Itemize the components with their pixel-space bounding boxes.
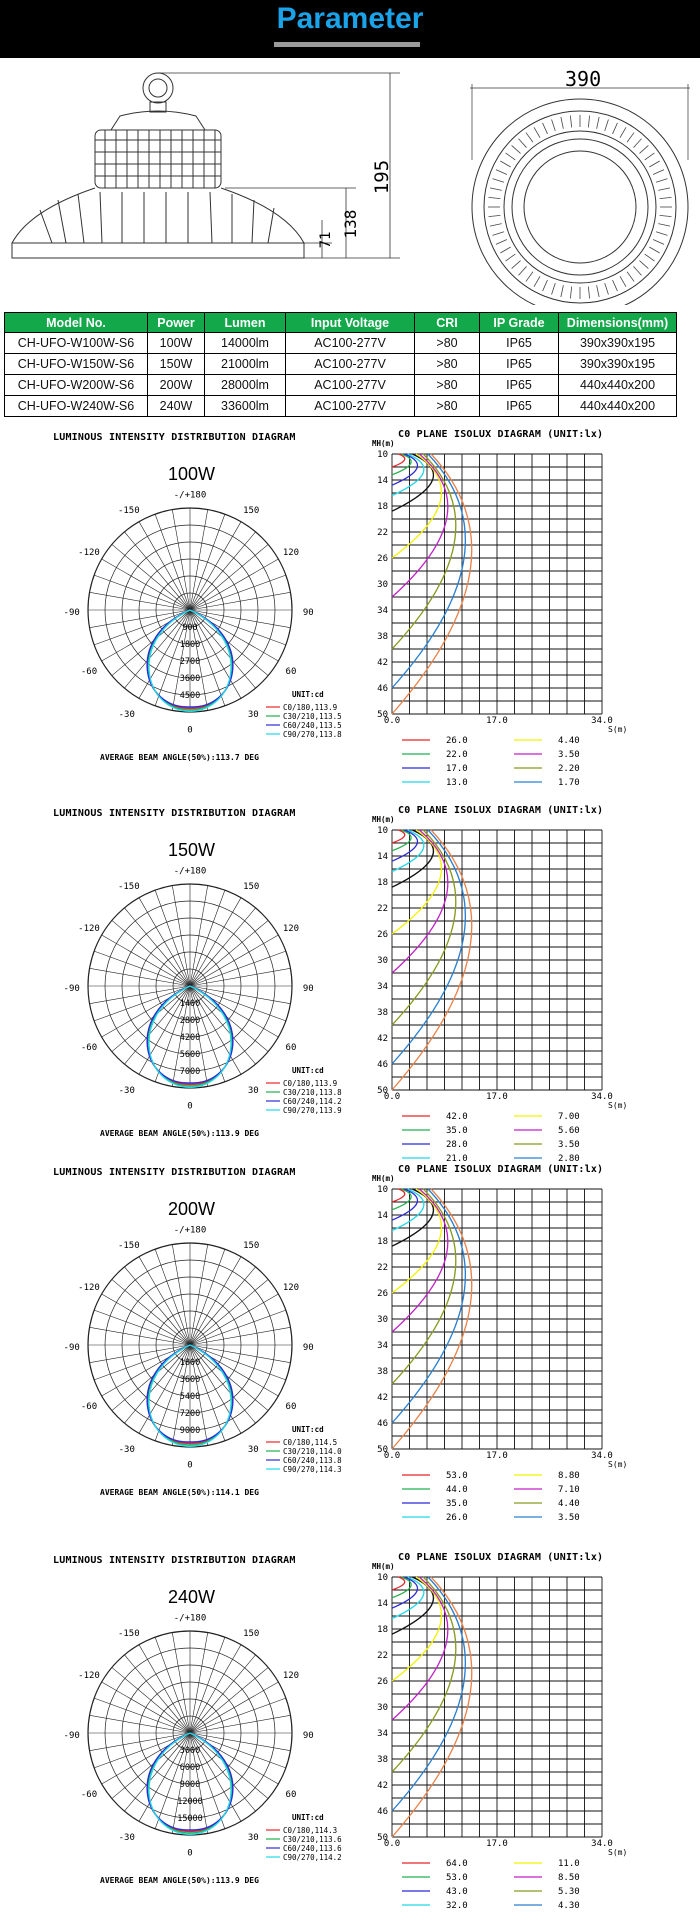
table-cell: >80 <box>415 333 480 354</box>
angle-label: 60 <box>285 1043 297 1054</box>
curve-legend-label: C30/210,113.5 <box>283 712 342 721</box>
y-tick-label: 22 <box>377 528 388 538</box>
angle-label: -120 <box>78 1282 100 1293</box>
radial-tick-label: 9000 <box>179 1426 201 1436</box>
table-cell: 240W <box>148 396 205 417</box>
angle-label: -120 <box>78 1670 100 1681</box>
y-axis-label: MH(m) <box>372 1562 395 1571</box>
y-tick-label: 18 <box>377 1237 388 1247</box>
y-tick-label: 50 <box>377 710 388 720</box>
table-cell: CH-UFO-W150W-S6 <box>5 354 148 375</box>
table-cell: 21000lm <box>205 354 286 375</box>
angle-label: -/+180 <box>173 1613 207 1624</box>
angle-label: -150 <box>117 506 140 517</box>
angle-label: -90 <box>63 984 80 995</box>
isolux-legend-label: 64.0 <box>446 1859 468 1869</box>
y-tick-label: 42 <box>377 1393 388 1403</box>
diagram-panel <box>0 429 700 792</box>
angle-label: 150 <box>243 1241 260 1252</box>
table-cell: AC100-277V <box>286 396 415 417</box>
radial-tick-label: 7000 <box>179 1067 201 1077</box>
isolux-contour <box>392 830 424 872</box>
radial-tick-label: 7200 <box>179 1409 201 1419</box>
table-cell: CH-UFO-W100W-S6 <box>5 333 148 354</box>
y-tick-label: 30 <box>377 956 388 966</box>
polar-chart <box>64 1226 343 1497</box>
radial-tick-label: 9000 <box>179 1780 201 1790</box>
y-tick-label: 26 <box>377 1289 388 1299</box>
x-tick-label: 17.0 <box>486 716 508 726</box>
curve-legend-label: C30/210,113.6 <box>283 1835 342 1844</box>
y-axis-label: MH(m) <box>372 439 395 448</box>
x-axis-label: S(m) <box>608 725 628 734</box>
x-tick-label: 17.0 <box>486 1839 508 1849</box>
angle-label: -60 <box>80 1043 98 1054</box>
table-cell: 100W <box>148 333 205 354</box>
x-tick-label: 34.0 <box>591 1451 613 1461</box>
table-cell: AC100-277V <box>286 354 415 375</box>
isolux-legend-label: 5.30 <box>558 1887 580 1897</box>
curve-legend-label: C60/240,114.2 <box>283 1097 342 1106</box>
isolux-legend-label: 35.0 <box>446 1126 468 1136</box>
angle-label: -/+180 <box>173 866 207 877</box>
isolux-contour <box>392 1189 411 1210</box>
power-label: 200W <box>168 1199 216 1219</box>
curve-legend-label: C30/210,114.0 <box>283 1447 342 1456</box>
isolux-legend-label: 43.0 <box>446 1887 468 1897</box>
diagram-graphics <box>0 432 700 792</box>
y-axis-label: MH(m) <box>372 815 395 824</box>
angle-label: 90 <box>302 1343 314 1354</box>
unit-label: UNIT:cd <box>292 690 324 699</box>
curve-legend-label: C30/210,113.8 <box>283 1088 342 1097</box>
x-tick-label: 17.0 <box>486 1092 508 1102</box>
y-tick-label: 46 <box>377 1807 388 1817</box>
curve-legend-label: C90/270,113.8 <box>283 730 342 739</box>
isolux-chart <box>372 1174 627 1527</box>
table-cell: IP65 <box>480 375 559 396</box>
polar-chart <box>64 491 343 762</box>
isolux-legend-label: 2.80 <box>558 1154 580 1164</box>
angle-label: -60 <box>80 1402 98 1413</box>
y-tick-label: 30 <box>377 580 388 590</box>
curve-legend-label: C90/270,114.2 <box>283 1853 342 1862</box>
isolux-contour <box>392 454 411 475</box>
page-title: Parameter <box>276 2 424 35</box>
isolux-contour <box>392 830 411 851</box>
curve-legend-label: C90/270,113.9 <box>283 1106 342 1115</box>
y-tick-label: 46 <box>377 684 388 694</box>
low-dimension: 71 <box>318 231 334 249</box>
angle-label: -30 <box>118 1833 135 1844</box>
radial-tick-label: 1400 <box>179 999 201 1009</box>
y-axis-label: MH(m) <box>372 1174 395 1183</box>
isolux-contour <box>392 1189 448 1332</box>
curve-legend-label: C0/180,113.9 <box>283 1079 338 1088</box>
isolux-legend-label: 11.0 <box>558 1859 580 1869</box>
diagram-graphics <box>0 808 700 1168</box>
angle-label: -30 <box>118 710 135 721</box>
isolux-contour <box>392 454 456 649</box>
x-tick-label: 0.0 <box>383 716 401 726</box>
y-tick-label: 14 <box>377 1211 388 1221</box>
angle-label: -/+180 <box>173 1225 207 1236</box>
y-tick-label: 10 <box>377 1185 388 1195</box>
x-axis-label: S(m) <box>608 1460 628 1469</box>
height-dimension: 195 <box>371 159 393 195</box>
polar-title: LUMINOUS INTENSITY DISTRIBUTION DIAGRAM <box>53 1167 296 1178</box>
angle-label: 90 <box>302 608 314 619</box>
curve-legend-label: C60/240,113.6 <box>283 1844 342 1853</box>
angle-label: 90 <box>302 984 314 995</box>
unit-label: UNIT:cd <box>292 1066 324 1075</box>
y-tick-label: 18 <box>377 878 388 888</box>
y-tick-label: 34 <box>377 1729 388 1739</box>
radial-tick-label: 2800 <box>179 1016 201 1026</box>
beam-angle: AVERAGE BEAM ANGLE(50%):113.9 DEG <box>100 1129 259 1138</box>
y-tick-label: 38 <box>377 1008 388 1018</box>
x-tick-label: 34.0 <box>591 1839 613 1849</box>
y-tick-label: 38 <box>377 1755 388 1765</box>
isolux-title: C0 PLANE ISOLUX DIAGRAM (UNIT:lx) <box>398 1552 604 1563</box>
isolux-legend-label: 8.80 <box>558 1471 580 1481</box>
table-cell: >80 <box>415 354 480 375</box>
curve-legend-label: C60/240,113.8 <box>283 1456 342 1465</box>
isolux-legend-label: 42.0 <box>446 1112 468 1122</box>
y-tick-label: 50 <box>377 1833 388 1843</box>
y-tick-label: 34 <box>377 982 388 992</box>
y-tick-label: 10 <box>377 450 388 460</box>
table-cell: 14000lm <box>205 333 286 354</box>
angle-label: -120 <box>78 923 100 934</box>
angle-label: 30 <box>247 1833 259 1844</box>
table-cell: AC100-277V <box>286 375 415 396</box>
table-cell: >80 <box>415 396 480 417</box>
mid-dimension: 138 <box>341 209 360 239</box>
isolux-chart <box>372 1562 627 1915</box>
table-cell: CH-UFO-W200W-S6 <box>5 375 148 396</box>
y-tick-label: 50 <box>377 1445 388 1455</box>
beam-angle: AVERAGE BEAM ANGLE(50%):113.9 DEG <box>100 1876 259 1885</box>
table-cell: 33600lm <box>205 396 286 417</box>
y-tick-label: 18 <box>377 502 388 512</box>
width-dimension: 390 <box>565 67 602 91</box>
isolux-legend-label: 44.0 <box>446 1485 468 1495</box>
column-header: Input Voltage <box>286 313 415 333</box>
radial-tick-label: 6000 <box>179 1763 201 1773</box>
table-cell: IP65 <box>480 354 559 375</box>
radial-tick-label: 3600 <box>179 1375 201 1385</box>
curve-legend-label: C0/180,114.5 <box>283 1438 338 1447</box>
x-tick-label: 34.0 <box>591 716 613 726</box>
radial-tick-label: 900 <box>182 623 198 633</box>
radial-tick-label: 2700 <box>179 657 201 667</box>
y-tick-label: 10 <box>377 826 388 836</box>
column-header: CRI <box>415 313 480 333</box>
table-cell: 150W <box>148 354 205 375</box>
isolux-contour <box>392 1189 424 1231</box>
y-tick-label: 42 <box>377 1034 388 1044</box>
isolux-legend-label: 8.50 <box>558 1873 580 1883</box>
isolux-contour <box>392 830 405 843</box>
y-tick-label: 10 <box>377 1573 388 1583</box>
page-header <box>0 0 700 58</box>
angle-label: -30 <box>118 1086 135 1097</box>
table-cell: 440x440x200 <box>559 375 677 396</box>
isolux-legend-label: 53.0 <box>446 1873 468 1883</box>
unit-label: UNIT:cd <box>292 1425 324 1434</box>
power-label: 100W <box>168 464 216 484</box>
y-tick-label: 22 <box>377 1651 388 1661</box>
angle-label: 150 <box>243 1629 260 1640</box>
y-tick-label: 14 <box>377 852 388 862</box>
curve-legend-label: C60/240,113.5 <box>283 721 342 730</box>
angle-label: 120 <box>282 1282 300 1293</box>
power-label: 240W <box>168 1587 216 1607</box>
x-tick-label: 17.0 <box>486 1451 508 1461</box>
isolux-legend-label: 17.0 <box>446 764 468 774</box>
angle-label: -60 <box>80 667 98 678</box>
isolux-contour <box>392 1577 456 1772</box>
isolux-legend-label: 32.0 <box>446 1901 468 1911</box>
polar-chart <box>64 867 343 1138</box>
x-tick-label: 0.0 <box>383 1839 401 1849</box>
isolux-legend-label: 53.0 <box>446 1471 468 1481</box>
y-tick-label: 22 <box>377 904 388 914</box>
isolux-contour <box>392 1577 448 1720</box>
diagram-panel <box>0 1164 700 1527</box>
angle-label: -90 <box>63 1343 80 1354</box>
isolux-legend-label: 1.70 <box>558 778 580 788</box>
curve-legend-label: C90/270,114.3 <box>283 1465 342 1474</box>
y-tick-label: 14 <box>377 1599 388 1609</box>
y-tick-label: 22 <box>377 1263 388 1273</box>
isolux-chart <box>372 815 627 1168</box>
isolux-title: C0 PLANE ISOLUX DIAGRAM (UNIT:lx) <box>398 429 604 440</box>
diagram-graphics <box>0 1167 700 1527</box>
y-tick-label: 26 <box>377 930 388 940</box>
column-header: Power <box>148 313 205 333</box>
y-tick-label: 50 <box>377 1086 388 1096</box>
isolux-contour <box>392 1189 456 1384</box>
column-header: IP Grade <box>480 313 559 333</box>
beam-angle: AVERAGE BEAM ANGLE(50%):113.7 DEG <box>100 753 259 762</box>
angle-label: 0 <box>187 725 193 736</box>
beam-angle: AVERAGE BEAM ANGLE(50%):114.1 DEG <box>100 1488 259 1497</box>
x-axis-label: S(m) <box>608 1848 628 1857</box>
y-tick-label: 14 <box>377 476 388 486</box>
radial-tick-label: 15000 <box>177 1814 203 1824</box>
table-row <box>5 354 677 375</box>
isolux-legend-label: 7.00 <box>558 1112 580 1122</box>
angle-label: 90 <box>302 1731 314 1742</box>
isolux-contour <box>392 830 456 1025</box>
polar-title: LUMINOUS INTENSITY DISTRIBUTION DIAGRAM <box>53 432 296 443</box>
isolux-contour <box>392 454 405 467</box>
angle-label: 30 <box>247 1086 259 1097</box>
y-tick-label: 30 <box>377 1703 388 1713</box>
isolux-legend-label: 22.0 <box>446 750 468 760</box>
y-tick-label: 42 <box>377 1781 388 1791</box>
isolux-legend-label: 3.50 <box>558 1140 580 1150</box>
column-header: Model No. <box>5 313 148 333</box>
table-cell: 440x440x200 <box>559 396 677 417</box>
polar-chart <box>64 1614 343 1885</box>
y-tick-label: 26 <box>377 554 388 564</box>
angle-label: 60 <box>285 1402 297 1413</box>
angle-label: -150 <box>117 1241 140 1252</box>
angle-label: 0 <box>187 1848 193 1859</box>
table-cell: CH-UFO-W240W-S6 <box>5 396 148 417</box>
isolux-contour <box>392 1577 424 1619</box>
isolux-title: C0 PLANE ISOLUX DIAGRAM (UNIT:lx) <box>398 1164 604 1175</box>
radial-tick-label: 3600 <box>179 674 201 684</box>
table-row <box>5 375 677 396</box>
angle-label: 120 <box>282 1670 300 1681</box>
y-tick-label: 34 <box>377 606 388 616</box>
isolux-legend-label: 4.40 <box>558 1499 580 1509</box>
radial-tick-label: 12000 <box>177 1797 203 1807</box>
angle-label: -150 <box>117 1629 140 1640</box>
x-tick-label: 0.0 <box>383 1092 401 1102</box>
angle-label: 0 <box>187 1460 193 1471</box>
radial-tick-label: 3000 <box>179 1746 201 1756</box>
angle-label: -150 <box>117 882 140 893</box>
isolux-contour <box>392 830 448 973</box>
table-cell: 390x390x195 <box>559 354 677 375</box>
angle-label: -120 <box>78 547 100 558</box>
y-tick-label: 46 <box>377 1060 388 1070</box>
angle-label: 150 <box>243 882 260 893</box>
y-tick-label: 30 <box>377 1315 388 1325</box>
x-tick-label: 34.0 <box>591 1092 613 1102</box>
unit-label: UNIT:cd <box>292 1813 324 1822</box>
table-cell: 28000lm <box>205 375 286 396</box>
lamp-drawing <box>0 60 700 305</box>
isolux-contour <box>392 1577 411 1598</box>
radial-tick-label: 1800 <box>179 1358 201 1368</box>
isolux-legend-label: 21.0 <box>446 1154 468 1164</box>
angle-label: -90 <box>63 1731 80 1742</box>
table-cell: IP65 <box>480 396 559 417</box>
angle-label: -/+180 <box>173 490 207 501</box>
table-header-row <box>5 313 677 333</box>
table-row <box>5 333 677 354</box>
isolux-legend-label: 7.10 <box>558 1485 580 1495</box>
x-axis-label: S(m) <box>608 1101 628 1110</box>
y-tick-label: 46 <box>377 1419 388 1429</box>
polar-title: LUMINOUS INTENSITY DISTRIBUTION DIAGRAM <box>53 1555 296 1566</box>
isolux-legend-label: 26.0 <box>446 736 468 746</box>
radial-tick-label: 4200 <box>179 1033 201 1043</box>
isolux-legend-label: 5.60 <box>558 1126 580 1136</box>
table-cell: AC100-277V <box>286 333 415 354</box>
angle-label: 30 <box>247 1445 259 1456</box>
y-tick-label: 18 <box>377 1625 388 1635</box>
isolux-legend-label: 2.20 <box>558 764 580 774</box>
diagram-panel <box>0 805 700 1168</box>
table-cell: 200W <box>148 375 205 396</box>
angle-label: 60 <box>285 1790 297 1801</box>
radial-tick-label: 5600 <box>179 1050 201 1060</box>
title-underline <box>274 42 420 47</box>
isolux-legend-label: 26.0 <box>446 1513 468 1523</box>
column-header: Dimensions(mm) <box>559 313 677 333</box>
column-header: Lumen <box>205 313 286 333</box>
radial-tick-label: 1800 <box>179 640 201 650</box>
spec-table <box>4 312 677 417</box>
power-label: 150W <box>168 840 216 860</box>
isolux-contour <box>392 454 448 597</box>
y-tick-label: 26 <box>377 1677 388 1687</box>
angle-label: -30 <box>118 1445 135 1456</box>
angle-label: 30 <box>247 710 259 721</box>
table-cell: IP65 <box>480 333 559 354</box>
diagram-graphics <box>0 1555 700 1915</box>
diagram-panel <box>0 1552 700 1915</box>
table-cell: >80 <box>415 375 480 396</box>
angle-label: 60 <box>285 667 297 678</box>
angle-label: 0 <box>187 1101 193 1112</box>
curve-legend-label: C0/180,114.3 <box>283 1826 338 1835</box>
y-tick-label: 38 <box>377 1367 388 1377</box>
isolux-legend-label: 35.0 <box>446 1499 468 1509</box>
angle-label: 150 <box>243 506 260 517</box>
polar-title: LUMINOUS INTENSITY DISTRIBUTION DIAGRAM <box>53 808 296 819</box>
isolux-chart <box>372 439 627 792</box>
y-tick-label: 42 <box>377 658 388 668</box>
isolux-contour <box>392 454 424 496</box>
radial-tick-label: 5400 <box>179 1392 201 1402</box>
table-row <box>5 396 677 417</box>
isolux-legend-label: 13.0 <box>446 778 468 788</box>
angle-label: -90 <box>63 608 80 619</box>
radial-tick-label: 4500 <box>179 691 201 701</box>
y-tick-label: 38 <box>377 632 388 642</box>
angle-label: 120 <box>282 547 300 558</box>
lamp-technical-drawing <box>0 60 700 305</box>
isolux-legend-label: 28.0 <box>446 1140 468 1150</box>
angle-label: -60 <box>80 1790 98 1801</box>
angle-label: 120 <box>282 923 300 934</box>
x-tick-label: 0.0 <box>383 1451 401 1461</box>
isolux-contour <box>392 1189 405 1202</box>
y-tick-label: 34 <box>377 1341 388 1351</box>
isolux-legend-label: 4.30 <box>558 1901 580 1911</box>
isolux-contour <box>392 1577 405 1590</box>
curve-legend-label: C0/180,113.9 <box>283 703 338 712</box>
isolux-legend-label: 3.50 <box>558 1513 580 1523</box>
isolux-legend-label: 3.50 <box>558 750 580 760</box>
isolux-legend-label: 4.40 <box>558 736 580 746</box>
table-cell: 390x390x195 <box>559 333 677 354</box>
isolux-title: C0 PLANE ISOLUX DIAGRAM (UNIT:lx) <box>398 805 604 816</box>
